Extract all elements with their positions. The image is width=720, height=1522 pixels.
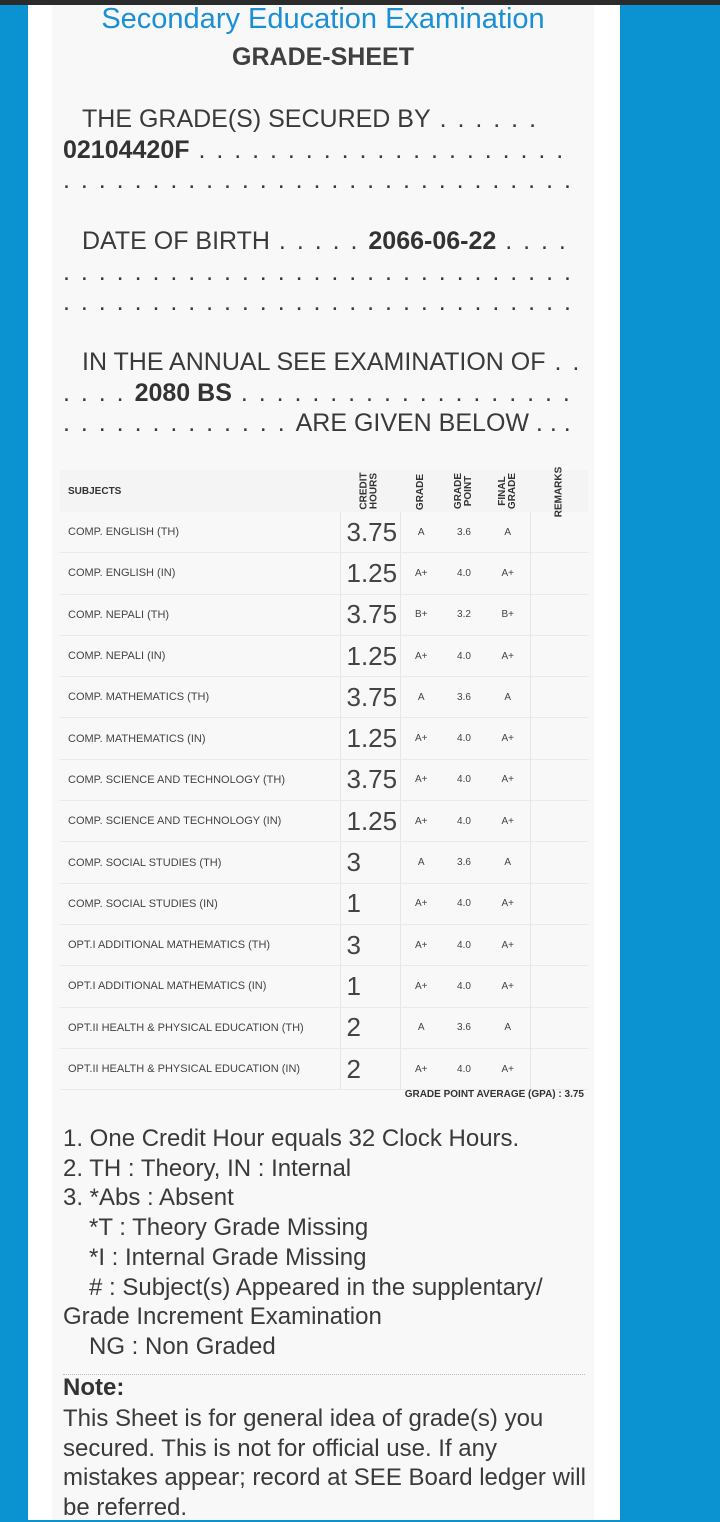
table-row [60, 759, 588, 800]
remarks-cell [530, 1048, 588, 1089]
grade-point-cell: 4.0 [442, 759, 486, 800]
final-grade-cell: A [486, 677, 530, 718]
grade-point-cell: 4.0 [442, 801, 486, 842]
subject-cell: COMP. SCIENCE AND TECHNOLOGY (IN) [60, 801, 340, 842]
grade-cell: B+ [400, 594, 442, 635]
subject-cell: COMP. MATHEMATICS (IN) [60, 718, 340, 759]
grade-cell: A [400, 842, 442, 883]
note-3c: # : Subject(s) Appeared in the supplentary/ [89, 1273, 543, 1301]
secured-by-label: THE GRADE(S) SECURED BY [82, 105, 431, 133]
table-row [60, 924, 588, 965]
grade-cell: A [400, 1007, 442, 1048]
grade-cell: A+ [400, 1048, 442, 1089]
remarks-cell [530, 966, 588, 1007]
final-grade-cell: B+ [486, 594, 530, 635]
credit-hours-cell: 3 [340, 842, 400, 883]
note-3c-cont: Grade Increment Examination [63, 1303, 382, 1331]
subject-cell: COMP. SOCIAL STUDIES (TH) [60, 842, 340, 883]
credit-hours-cell: 3.75 [340, 594, 400, 635]
credit-hours-cell: 1 [340, 883, 400, 924]
remarks-cell [530, 1007, 588, 1048]
table-row [60, 1048, 588, 1089]
header-final-grade: FINAL GRADE [486, 470, 530, 512]
remarks-cell [530, 594, 588, 635]
note-3a: *T : Theory Grade Missing [89, 1214, 369, 1242]
grade-cell: A+ [400, 635, 442, 676]
table-row [60, 635, 588, 676]
final-grade-cell: A+ [486, 718, 530, 759]
subject-cell: OPT.I ADDITIONAL MATHEMATICS (TH) [60, 924, 340, 965]
subject-cell: OPT.II HEALTH & PHYSICAL EDUCATION (IN) [60, 1048, 340, 1089]
disclaimer-text: This Sheet is for general idea of grade(s) you secured. This is not for official use. If any mistakes appear; record at SEE Board ledger will be referred. [63, 1405, 586, 1521]
exam-label: IN THE ANNUAL SEE EXAMINATION OF [82, 348, 546, 376]
final-grade-cell: A+ [486, 553, 530, 594]
note-1: 1. One Credit Hour equals 32 Clock Hours. [63, 1125, 520, 1152]
grade-point-cell: 4.0 [442, 883, 486, 924]
grade-point-cell: 4.0 [442, 718, 486, 759]
credit-hours-cell: 1.25 [340, 553, 400, 594]
note-3: 3. *Abs : Absent [63, 1184, 234, 1212]
dob-value: 2066-06-22 [368, 227, 497, 255]
remarks-cell [530, 512, 588, 553]
grade-cell: A+ [400, 966, 442, 1007]
exam-year: 2080 BS [134, 378, 232, 407]
table-header-row [60, 470, 588, 512]
credit-hours-cell: 1.25 [340, 635, 400, 676]
exam-tail: ARE GIVEN BELOW . . . [295, 409, 571, 437]
credit-hours-cell: 2 [340, 1048, 400, 1089]
grade-sheet-title: GRADE-SHEET [232, 43, 414, 71]
credit-hours-cell: 1.25 [340, 718, 400, 759]
grade-point-cell: 3.6 [442, 512, 486, 553]
remarks-cell [530, 759, 588, 800]
grade-cell: A+ [400, 883, 442, 924]
remarks-cell [530, 718, 588, 759]
remarks-cell [530, 924, 588, 965]
subject-cell: OPT.II HEALTH & PHYSICAL EDUCATION (TH) [60, 1007, 340, 1048]
final-grade-cell: A+ [486, 966, 530, 1007]
grade-cell: A+ [400, 759, 442, 800]
divider [63, 1374, 585, 1375]
remarks-cell [530, 801, 588, 842]
exam-title: Secondary Education Examination [101, 3, 545, 35]
notes-list [63, 1124, 588, 1362]
final-grade-cell: A [486, 512, 530, 553]
final-grade-cell: A [486, 1007, 530, 1048]
exam-paragraph: IN THE ANNUAL SEE EXAMINATION OF . . . . . . 2080 BS . . . . . . . . . . . . . . . . . . . . . . . . . . . . . . . . ARE GIVEN BELOW . . . [63, 348, 582, 437]
secured-by-paragraph: THE GRADE(S) SECURED BY . . . . . . 02104420F . . . . . . . . . . . . . . . . . . . . . . . . . . . . . . . . . . . . . . . . . . . . . . . . . . [63, 105, 573, 194]
credit-hours-cell: 1 [340, 966, 400, 1007]
gpa-summary: GRADE POINT AVERAGE (GPA) : 3.75 [404, 1089, 584, 1100]
grade-point-cell: 3.6 [442, 842, 486, 883]
credit-hours-cell: 2 [340, 1007, 400, 1048]
subject-cell: COMP. NEPALI (IN) [60, 635, 340, 676]
grade-point-cell: 3.6 [442, 1007, 486, 1048]
grade-point-cell: 3.2 [442, 594, 486, 635]
grade-cell: A [400, 512, 442, 553]
grade-point-cell: 4.0 [442, 966, 486, 1007]
subject-cell: COMP. ENGLISH (TH) [60, 512, 340, 553]
grade-point-cell: 4.0 [442, 553, 486, 594]
table-row [60, 883, 588, 924]
credit-hours-cell: 3.75 [340, 677, 400, 718]
disclaimer-heading: Note: [63, 1374, 125, 1401]
final-grade-cell: A+ [486, 883, 530, 924]
symbol-number: 02104420F [63, 135, 190, 164]
header-remarks: REMARKS [530, 470, 588, 512]
table-row [60, 677, 588, 718]
remarks-cell [530, 883, 588, 924]
note-3d: NG : Non Graded [89, 1332, 276, 1360]
grade-cell: A [400, 677, 442, 718]
table-row [60, 594, 588, 635]
final-grade-cell: A+ [486, 1048, 530, 1089]
header-subjects: SUBJECTS [60, 470, 340, 512]
credit-hours-cell: 1.25 [340, 801, 400, 842]
subject-cell: COMP. ENGLISH (IN) [60, 553, 340, 594]
table-row [60, 512, 588, 553]
table-row [60, 842, 588, 883]
final-grade-cell: A+ [486, 635, 530, 676]
grades-table [60, 466, 588, 1090]
subject-cell: COMP. SCIENCE AND TECHNOLOGY (TH) [60, 759, 340, 800]
subject-cell: COMP. SOCIAL STUDIES (IN) [60, 883, 340, 924]
credit-hours-cell: 3.75 [340, 512, 400, 553]
final-grade-cell: A+ [486, 924, 530, 965]
dob-label: DATE OF BIRTH [82, 227, 270, 255]
grade-cell: A+ [400, 801, 442, 842]
remarks-cell [530, 677, 588, 718]
final-grade-cell: A+ [486, 801, 530, 842]
grade-cell: A+ [400, 718, 442, 759]
table-row [60, 966, 588, 1007]
grade-point-cell: 4.0 [442, 635, 486, 676]
remarks-cell [530, 635, 588, 676]
subject-cell: COMP. NEPALI (TH) [60, 594, 340, 635]
grade-cell: A+ [400, 553, 442, 594]
header-credit-hours: CREDIT HOURS [340, 470, 400, 512]
table-row [60, 801, 588, 842]
remarks-cell [530, 553, 588, 594]
grade-point-cell: 3.6 [442, 677, 486, 718]
header-grade: GRADE [400, 470, 442, 512]
final-grade-cell: A+ [486, 759, 530, 800]
credit-hours-cell: 3.75 [340, 759, 400, 800]
table-row [60, 553, 588, 594]
credit-hours-cell: 3 [340, 924, 400, 965]
note-2: 2. TH : Theory, IN : Internal [63, 1154, 352, 1182]
header-grade-point: GRADE POINT [442, 470, 486, 512]
note-3b: *I : Internal Grade Missing [89, 1243, 367, 1271]
final-grade-cell: A [486, 842, 530, 883]
table-row [60, 718, 588, 759]
grade-cell: A+ [400, 924, 442, 965]
dob-paragraph: DATE OF BIRTH . . . . . 2066-06-22 . . . . . . . . . . . . . . . . . . . . . . . . . . . . . . . . . . . . . . . . . . . . . . . . . . . . . . . . . . . . . . [63, 227, 573, 316]
remarks-cell [530, 842, 588, 883]
subject-cell: OPT.I ADDITIONAL MATHEMATICS (IN) [60, 966, 340, 1007]
grade-point-cell: 4.0 [442, 1048, 486, 1089]
grade-point-cell: 4.0 [442, 924, 486, 965]
table-row [60, 1007, 588, 1048]
subject-cell: COMP. MATHEMATICS (TH) [60, 677, 340, 718]
